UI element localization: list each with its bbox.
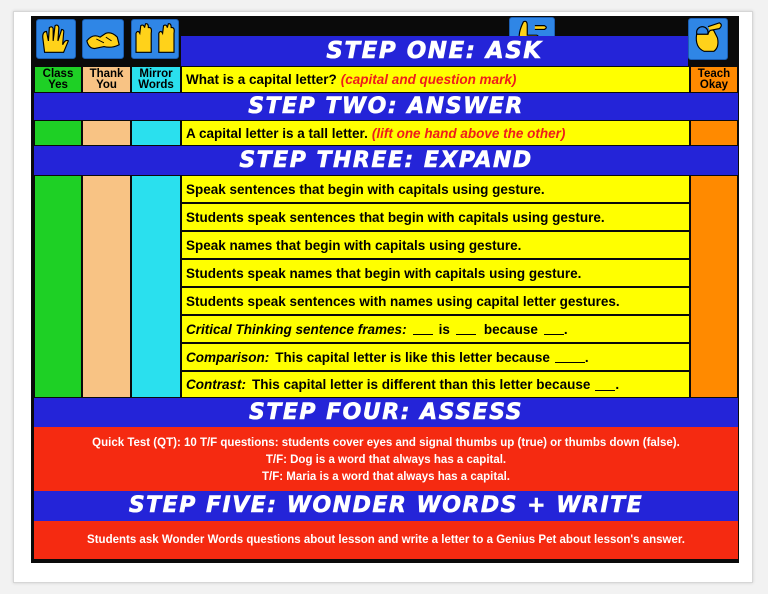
step-four-banner [34, 398, 738, 427]
wonder-words-text: Students ask Wonder Words questions about lesson and write a letter to a Genius Pet about lesson's answer. [87, 534, 685, 546]
comparison-row: Comparison: This capital letter is like this letter because . [181, 343, 690, 371]
step-two-title: STEP TWO: ANSWER [248, 94, 524, 119]
teach-okay-column [690, 175, 738, 398]
teach-okay-hands-icon [688, 18, 728, 60]
step-two-banner [34, 93, 738, 120]
step-five-banner [34, 491, 738, 521]
step-one-question: What is a capital letter? (capital and question mark) [181, 66, 690, 93]
thank-you-hands-icon [82, 19, 124, 59]
class-yes-column [34, 175, 82, 398]
expand-row-1: Speak sentences that begin with capitals using gesture. [181, 175, 690, 203]
expand-row-3: Speak names that begin with capitals using gesture. [181, 231, 690, 259]
header-teach-okay: Teach Okay [690, 66, 738, 93]
header-mirror-words: Mirror Words [131, 66, 181, 93]
expand-row-2: Students speak sentences that begin with capitals using gesture. [181, 203, 690, 231]
thank-you-cell [82, 120, 131, 146]
header-thank-you: Thank You [82, 66, 131, 93]
header-class-yes: Class Yes [34, 66, 82, 93]
step-one-banner [181, 36, 688, 66]
wonder-words-box [34, 521, 738, 559]
mirror-words-column [131, 175, 181, 398]
teach-okay-cell [690, 120, 738, 146]
mirror-words-cell [131, 120, 181, 146]
class-yes-cell [34, 120, 82, 146]
thank-you-column [82, 175, 131, 398]
assessment-line-1: Quick Test (QT): 10 T/F questions: students cover eyes and signal thumbs up (true) or thumbs down (false). [92, 437, 680, 449]
assessment-line-2: T/F: Dog is a word that always has a capital. [265, 454, 507, 466]
step-one-title: STEP ONE: ASK [326, 38, 543, 64]
step-one-note: (capital and question mark) [340, 72, 517, 87]
step-two-answer: A capital letter is a tall letter. (lift one hand above the other) [181, 120, 690, 146]
step-two-note: (lift one hand above the other) [371, 125, 566, 141]
class-yes-hands-icon [36, 19, 76, 59]
mirror-words-hands-icon [131, 19, 179, 59]
step-five-title: STEP FIVE: WONDER WORDS + WRITE [128, 493, 644, 518]
contrast-row: Contrast: This capital letter is different than this letter because . [181, 371, 690, 398]
step-three-banner [34, 146, 738, 175]
expand-row-4: Students speak names that begin with capitals using gesture. [181, 259, 690, 287]
expand-row-5: Students speak sentences with names using capital letter gestures. [181, 287, 690, 315]
critical-thinking-row: Critical Thinking sentence frames: is because . [181, 315, 690, 343]
assessment-box [34, 427, 738, 491]
step-four-title: STEP FOUR: ASSESS [248, 400, 524, 425]
step-three-title: STEP THREE: EXPAND [239, 148, 533, 173]
assessment-line-3: T/F: Maria is a word that always has a capital. [262, 471, 510, 483]
